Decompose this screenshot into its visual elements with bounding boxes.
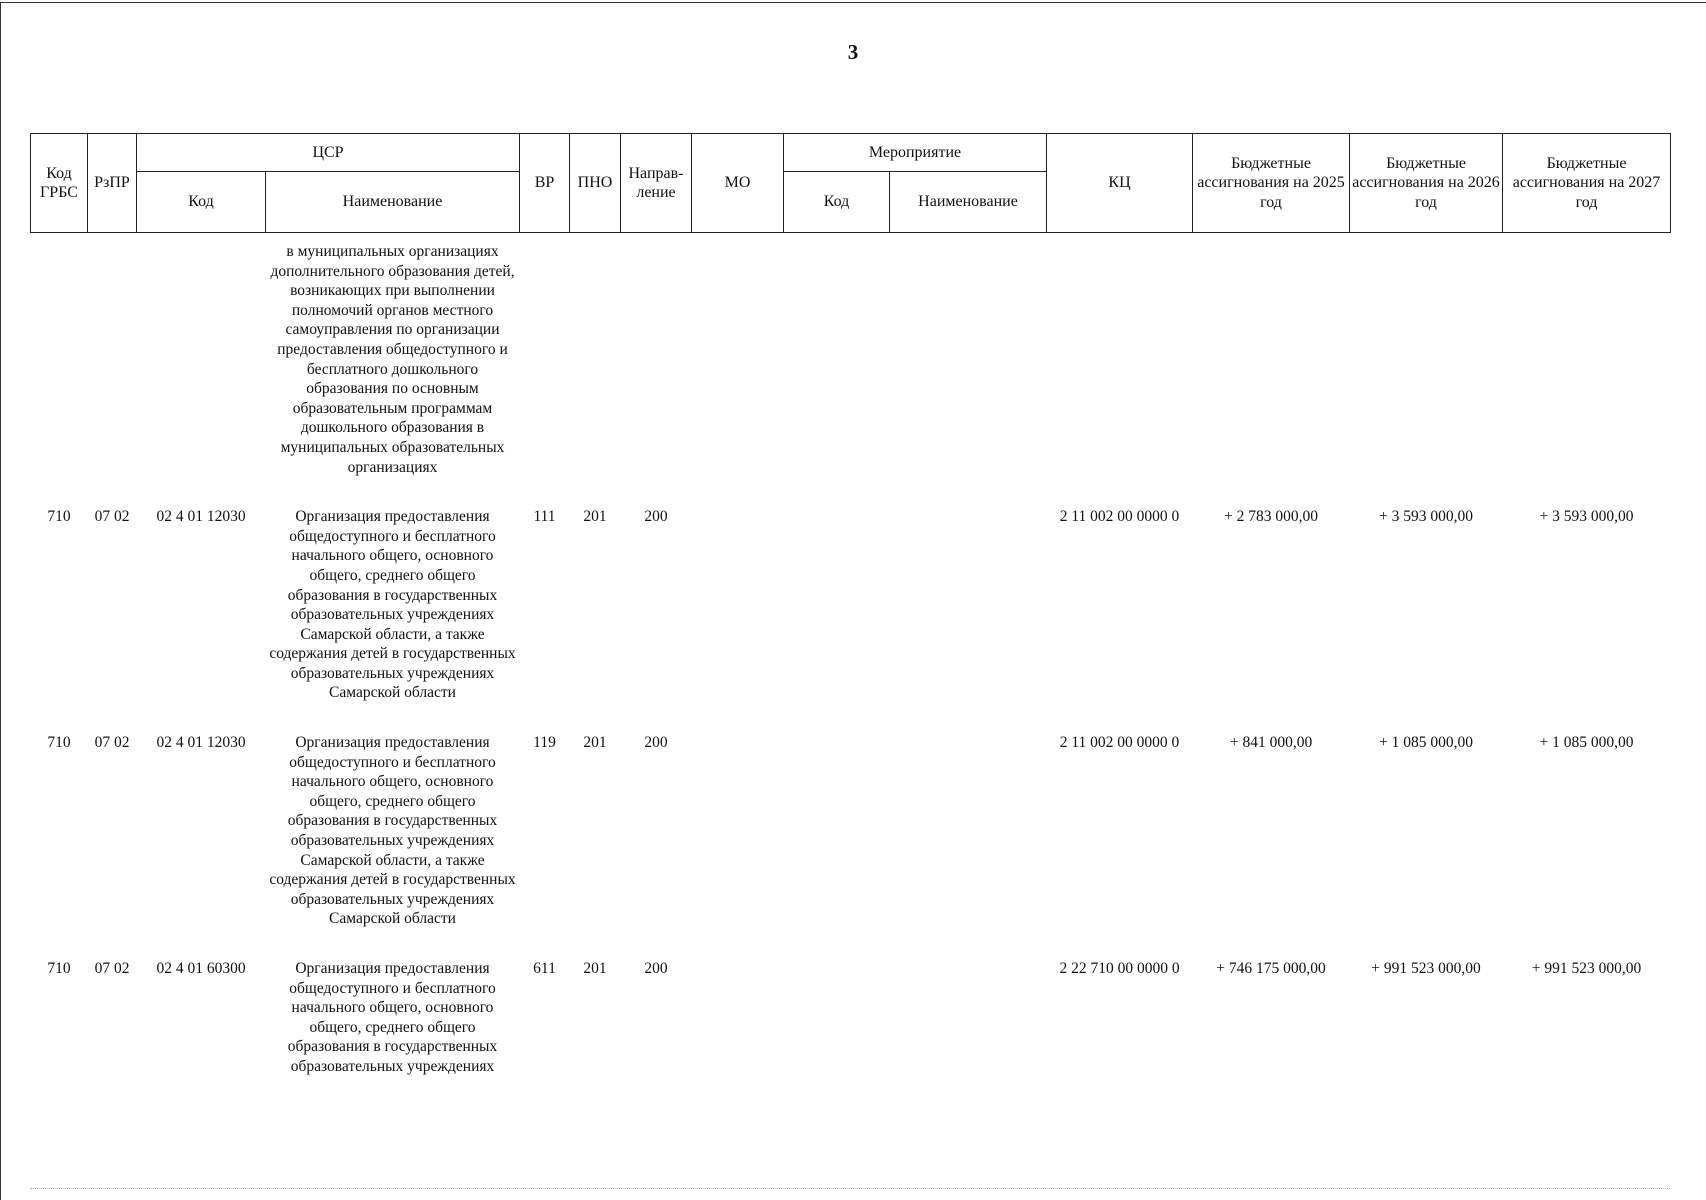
cell-budget-2025: + 841 000,00 xyxy=(1229,734,1313,752)
scan-edge-artifact xyxy=(30,1188,1670,1190)
cell-budget-2026: + 3 593 000,00 xyxy=(1379,508,1474,526)
header-napravlenie: Направ-ление xyxy=(621,134,692,233)
cell-budget-2027: + 991 523 000,00 xyxy=(1531,960,1642,977)
cell-mo xyxy=(692,733,784,959)
header-budget-2026: Бюджетные ассигнования на 2026 год xyxy=(1350,134,1503,233)
header-meropriyatie-name: Наименование xyxy=(890,172,1047,233)
budget-table xyxy=(30,133,1671,1077)
cell-mo xyxy=(692,959,784,1077)
cell-mer-name xyxy=(890,733,1047,959)
cell-name: Организация предоставления общедоступного и бесплатного начального общего, основного общего, среднего общего образования в государственных образовательных учреждениях Самарской области, а также содержания детей в государственных образовательных учреждениях Самарской области xyxy=(269,734,516,928)
header-meropriyatie-kod: Код xyxy=(784,172,890,233)
cell-kc: 2 11 002 00 0000 0 xyxy=(1059,734,1180,752)
header-mo: МО xyxy=(692,134,784,233)
cell-budget-2026: + 1 085 000,00 xyxy=(1379,734,1474,752)
cell-kc: 2 11 002 00 0000 0 xyxy=(1059,508,1180,526)
table-header xyxy=(31,134,1671,233)
cell-pno: 201 xyxy=(583,734,607,752)
cell-mer-name xyxy=(890,507,1047,733)
cell-grbs: 710 xyxy=(47,734,71,752)
continuation-row xyxy=(31,233,1671,508)
header-budget-2027: Бюджетные ассигнования на 2027 год xyxy=(1503,134,1671,233)
cell-napravlenie: 200 xyxy=(644,508,668,526)
header-vr: ВР xyxy=(520,134,570,233)
cell-name: Организация предоставления общедоступного и бесплатного начального общего, основного общего, среднего общего образования в государственных образовательных учреждениях Самарской области, а также содержания детей в государственных образовательных учреждениях Самарской области xyxy=(269,508,516,702)
cell-vr: 119 xyxy=(533,734,556,752)
header-pno: ПНО xyxy=(570,134,621,233)
header-csr-name: Наименование xyxy=(266,172,520,233)
cell-napravlenie: 200 xyxy=(644,960,668,977)
table-body xyxy=(31,233,1671,1077)
cell-mer-kod xyxy=(784,733,890,959)
header-kod-grbs: Код ГРБС xyxy=(31,134,88,233)
cell-csr-kod: 02 4 01 60300 xyxy=(156,960,246,977)
cell-csr-kod: 02 4 01 12030 xyxy=(156,734,246,752)
header-csr: ЦСР xyxy=(137,134,520,172)
cell-pno: 201 xyxy=(583,960,607,977)
page-border-left xyxy=(0,2,1,1200)
page-number: 3 xyxy=(847,40,859,64)
cell-rzpr: 07 02 xyxy=(94,960,130,977)
header-csr-kod: Код xyxy=(137,172,266,233)
table-row xyxy=(31,507,1671,733)
cell-budget-2025: + 2 783 000,00 xyxy=(1224,508,1319,526)
cell-budget-2026: + 991 523 000,00 xyxy=(1371,960,1481,977)
header-rzpr: РзПР xyxy=(88,134,137,233)
cell-pno: 201 xyxy=(583,508,607,526)
header-budget-2025: Бюджетные ассигнования на 2025 год xyxy=(1193,134,1350,233)
cell-grbs: 710 xyxy=(47,508,71,526)
table-row xyxy=(31,959,1671,1077)
cell-mer-kod xyxy=(784,507,890,733)
cell-vr: 611 xyxy=(533,960,556,977)
cell-napravlenie: 200 xyxy=(644,734,668,752)
cell-vr: 111 xyxy=(533,508,556,526)
cell-budget-2027: + 1 085 000,00 xyxy=(1539,734,1634,752)
cell-name: Организация предоставления общедоступного и бесплатного начального общего, основного общего, среднего общего образования в государственных образовательных учреждениях xyxy=(287,960,498,1075)
cell-csr-kod: 02 4 01 12030 xyxy=(156,508,246,526)
cell-rzpr: 07 02 xyxy=(94,508,130,526)
cell-kc: 2 22 710 00 0000 0 xyxy=(1059,960,1180,977)
cell-mo xyxy=(692,507,784,733)
page-border-top xyxy=(0,2,1706,3)
continuation-text: в муниципальных организациях дополнительного образования детей, возникающих при выполнении полномочий органов местного самоуправления по организации предоставления общедоступного и бесплатного дошкольного образования по основным образовательным программам дошкольного образования в муниципальных образовательных организациях xyxy=(270,243,515,476)
cell-rzpr: 07 02 xyxy=(94,734,130,752)
table-row xyxy=(31,733,1671,959)
cell-budget-2027: + 3 593 000,00 xyxy=(1539,508,1634,526)
cell-mer-kod xyxy=(784,959,890,1077)
cell-grbs: 710 xyxy=(47,960,71,977)
cell-budget-2025: + 746 175 000,00 xyxy=(1216,960,1326,977)
header-kc: КЦ xyxy=(1047,134,1193,233)
header-meropriyatie: Мероприятие xyxy=(784,134,1047,172)
cell-mer-name xyxy=(890,959,1047,1077)
